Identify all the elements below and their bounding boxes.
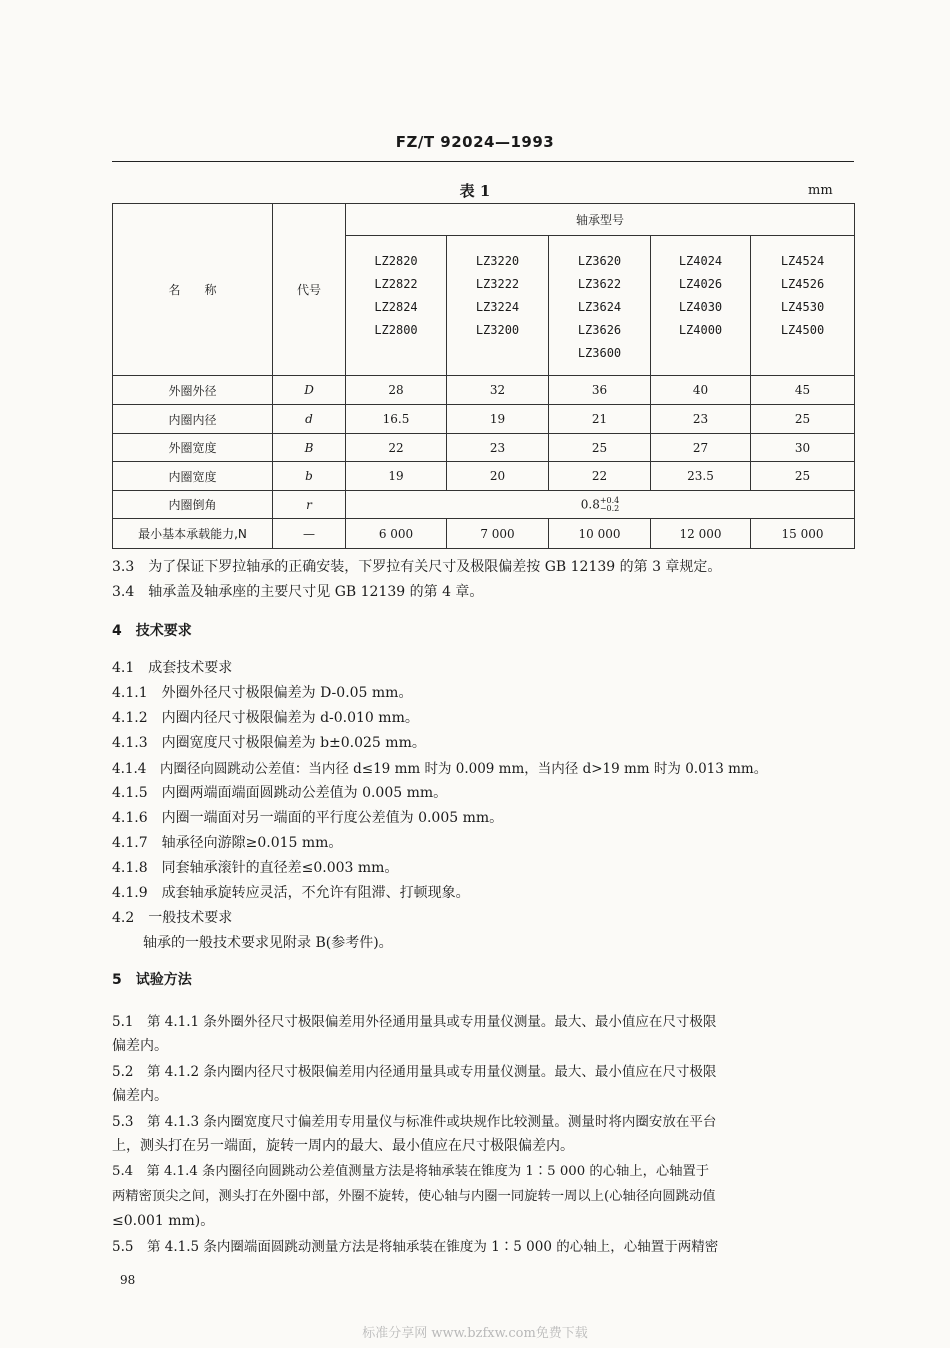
clause-5-4-cont: 两精密顶尖之间，测头打在外圈中部，外圈不旋转，使心轴与内圈一同旋转一周以上(心轴径向圆跳动值	[112, 1189, 716, 1204]
clause-4-1-5: 4.1.5 内圈两端面端面圆跳动公差值为 0.005 mm。	[112, 785, 448, 801]
standard-code: FZ/T 92024—1993	[395, 133, 555, 151]
header-rule	[112, 161, 854, 162]
clause-4-1-2: 4.1.2 内圈内径尺寸极限偏差为 d-0.010 mm。	[112, 710, 419, 726]
table-row-load: 最小基本承载能力,N — 6 000 7 000 10 000 12 000 15 000	[113, 519, 855, 549]
clause-4-1-3: 4.1.3 内圈宽度尺寸极限偏差为 b±0.025 mm。	[112, 735, 426, 751]
chamfer-value: 0.8 +0.4 −0.2	[346, 491, 855, 519]
model-group-1: LZ2820 LZ2822 LZ2824 LZ2800	[346, 236, 447, 376]
clause-4-1-4: 4.1.4 内圈径向圆跳动公差值：当内径 d≤19 mm 时为 0.009 mm，当内径 d>19 mm 时为 0.013 mm。	[112, 761, 768, 777]
col-header-code: 代号	[273, 204, 346, 376]
col-header-name: 名 称	[113, 204, 273, 376]
clause-4-2: 4.2 一般技术要求	[112, 910, 233, 926]
model-group-5: LZ4524 LZ4526 LZ4530 LZ4500	[751, 236, 855, 376]
model-group-2: LZ3220 LZ3222 LZ3224 LZ3200	[447, 236, 549, 376]
section-5-title: 5 试验方法	[112, 972, 192, 988]
clause-4-1-7: 4.1.7 轴承径向游隙≥0.015 mm。	[112, 835, 343, 851]
table-unit: mm	[808, 183, 833, 198]
clause-5-4: 5.4 第 4.1.4 条内圈径向圆跳动公差值测量方法是将轴承装在锥度为 1∶5 000 的心轴上，心轴置于	[112, 1164, 710, 1179]
table-caption: 表 1	[459, 182, 491, 200]
table-row-chamfer: 内圈倒角 r 0.8 +0.4 −0.2	[113, 491, 855, 519]
section-4-title: 4 技术要求	[112, 623, 192, 639]
clause-3-4: 3.4 轴承盖及轴承座的主要尺寸见 GB 12139 的第 4 章。	[112, 584, 484, 600]
clause-4-2-body: 轴承的一般技术要求见附录 B(参考件)。	[143, 935, 393, 951]
model-group-4: LZ4024 LZ4026 LZ4030 LZ4000	[651, 236, 751, 376]
page-number: 98	[120, 1273, 136, 1287]
clause-5-2-cont: 偏差内。	[112, 1088, 168, 1104]
table-row: 外圈宽度 B 22 23 25 27 30	[113, 434, 855, 462]
watermark: 标准分享网 www.bzfxw.com免费下载	[362, 1326, 588, 1341]
clause-4-1-9: 4.1.9 成套轴承旋转应灵活，不允许有阻滞、打顿现象。	[112, 885, 470, 901]
clause-5-5: 5.5 第 4.1.5 条内圈端面圆跳动测量方法是将轴承装在锥度为 1∶5 000 的心轴上，心轴置于两精密	[112, 1239, 719, 1255]
bearing-spec-table	[112, 203, 855, 549]
clause-5-4-cont2: ≤0.001 mm)。	[112, 1213, 215, 1229]
clause-5-1-cont: 偏差内。	[112, 1038, 168, 1054]
model-group-3: LZ3620 LZ3622 LZ3624 LZ3626 LZ3600	[549, 236, 651, 376]
col-header-model: 轴承型号	[346, 204, 855, 236]
table-row: 外圈外径 D 28 32 36 40 45	[113, 376, 855, 405]
table-row: 内圈内径 d 16.5 19 21 23 25	[113, 405, 855, 434]
clause-4-1-6: 4.1.6 内圈一端面对另一端面的平行度公差值为 0.005 mm。	[112, 810, 504, 826]
clause-4-1: 4.1 成套技术要求	[112, 660, 233, 676]
table-row: 内圈宽度 b 19 20 22 23.5 25	[113, 462, 855, 491]
clause-4-1-8: 4.1.8 同套轴承滚针的直径差≤0.003 mm。	[112, 860, 399, 876]
clause-4-1-1: 4.1.1 外圈外径尺寸极限偏差为 D-0.05 mm。	[112, 685, 413, 701]
clause-5-2: 5.2 第 4.1.2 条内圈内径尺寸极限偏差用内径通用量具或专用量仪测量。最大、最小值应在尺寸极限	[112, 1064, 717, 1080]
clause-5-1: 5.1 第 4.1.1 条外圈外径尺寸极限偏差用外径通用量具或专用量仪测量。最大、最小值应在尺寸极限	[112, 1014, 717, 1030]
clause-5-3: 5.3 第 4.1.3 条内圈宽度尺寸偏差用专用量仪与标准件或块规作比较测量。测量时将内圈安放在平台	[112, 1114, 717, 1130]
clause-5-3-cont: 上，测头打在另一端面，旋转一周内的最大、最小值应在尺寸极限偏差内。	[112, 1138, 574, 1154]
clause-3-3: 3.3 为了保证下罗拉轴承的正确安装，下罗拉有关尺寸及极限偏差按 GB 12139 的第 3 章规定。	[112, 559, 722, 575]
